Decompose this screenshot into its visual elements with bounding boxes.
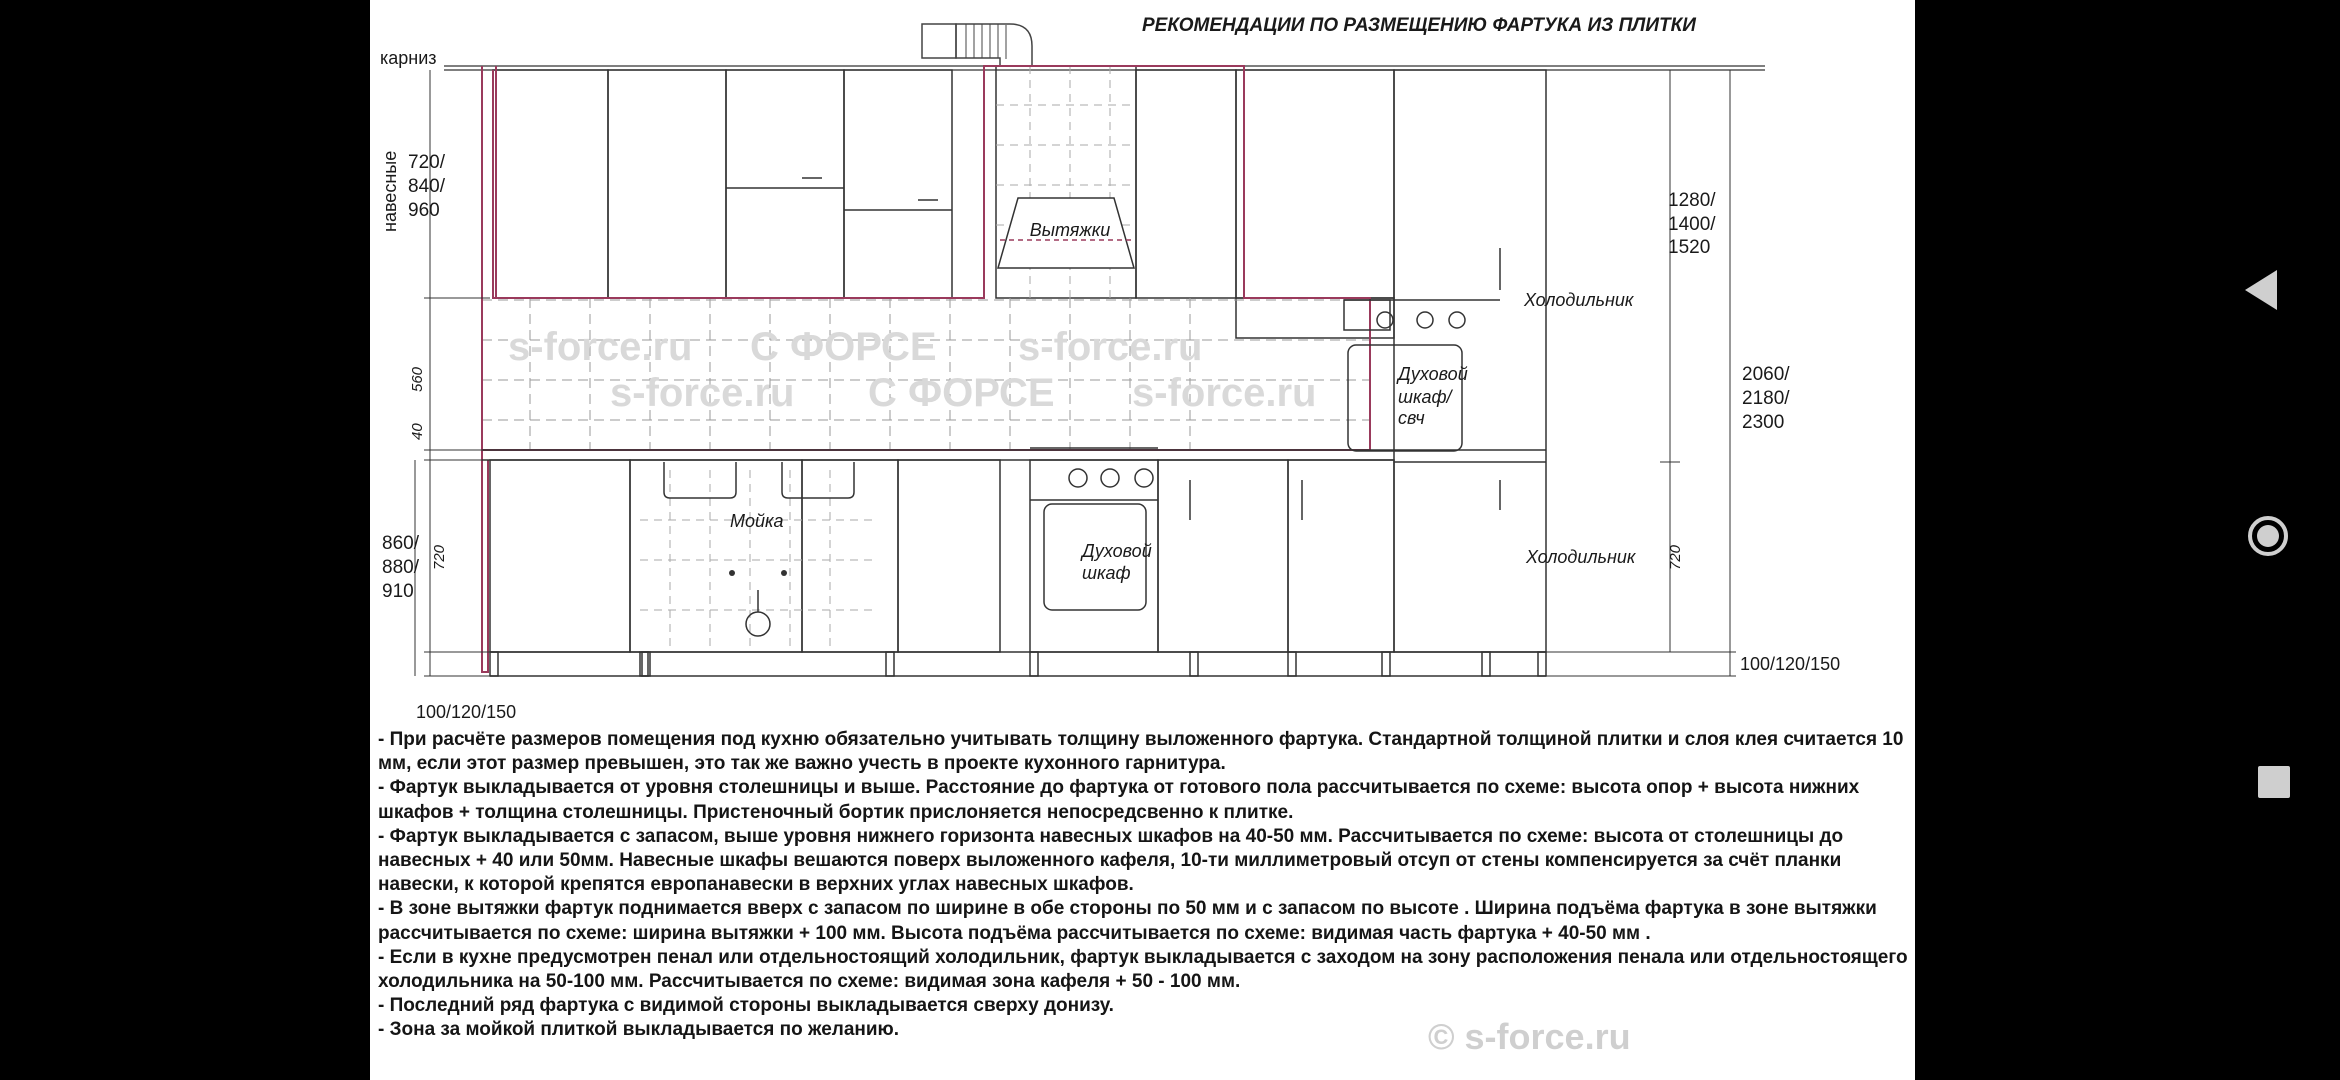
note-item: - Зона за мойкой плиткой выкладывается по желанию. <box>378 1019 900 1041</box>
watermark: s-force.ru <box>508 325 693 369</box>
tall-height-label: 1400/ <box>1668 214 1716 235</box>
full-height-label: 2060/ <box>1742 364 1790 385</box>
sink-zone <box>640 462 876 652</box>
note-item: - Фартук выкладывается с запасом, выше уровня нижнего горизонта навесных шкафов на 40-50 мм. Рассчитывается по схеме: высота от столешницы до навесных + 40 или 50мм. Навесные шкафы вешаются поверх выложенного кафеля, 10-ти миллиметровый отсуп от стены компенсируется за счёт планки навески, к которой крепятся европанавески в верхних углах навесных шкафов. <box>378 825 1844 896</box>
legs-height-label: 100/120/150 <box>1740 654 1841 674</box>
base-cabinets <box>490 460 1546 652</box>
recommendation-notes <box>378 728 1908 1043</box>
upper-oven-label: Духовой <box>1398 364 1468 384</box>
kitchen-elevation-drawing <box>370 0 1915 728</box>
duct-icon <box>922 24 1032 66</box>
full-height-label: 2300 <box>1742 412 1785 433</box>
back-icon[interactable] <box>2245 270 2277 310</box>
upper-height-label: 840/ <box>408 176 445 197</box>
upper-oven-label: шкаф/ <box>1398 387 1452 407</box>
drawing-title: РЕКОМЕНДАЦИИ ПО РАЗМЕЩЕНИЮ ФАРТУКА ИЗ ПЛИТКИ <box>1142 15 1696 36</box>
overlap-label: 40 <box>409 423 426 440</box>
watermark: С ФОРСЕ <box>868 371 1055 415</box>
apron-outline <box>482 66 1370 672</box>
base-height-label: 860/ <box>382 533 419 554</box>
base-cabinet-height-label: 720 <box>431 544 448 570</box>
watermark: С ФОРСЕ <box>750 325 937 369</box>
note-item: - При расчёте размеров помещения под кухню обязательно учитывать толщину выложенного фартука. Стандартной толщиной плитки и слоя клея считается 10 мм, если этот размер превышен, это так же важно учесть в проекте кухонного гарнитура. <box>378 729 1904 775</box>
cornice-label: карниз <box>380 48 437 68</box>
upper-height-label: 960 <box>408 200 440 221</box>
lower-oven-label: шкаф <box>1082 563 1131 583</box>
sink-label: Мойка <box>730 511 784 531</box>
apron-height-label: 560 <box>409 366 426 392</box>
note-item: - В зоне вытяжки фартук поднимается вверх с запасом по ширине в обе стороны по 50 мм и с запасом по высоте . Ширина подъёма фартука в зоне вытяжки рассчитывается по схеме: ширина вытяжки + 100 мм. Высота подъёма рассчитывается по схеме: видимая часть фартука + 40-50 мм . <box>378 898 1877 944</box>
note-item: - Фартук выкладывается от уровня столешницы и выше. Расстояние до фартука от готового пола рассчитывается по схеме: высота опор + высота нижних шкафов + толщина столешницы. Пристеночный бортик прислоняется непосредсвенно к плитке. <box>378 777 1860 823</box>
upper-oven-label: свч <box>1398 408 1425 428</box>
hood-zone <box>996 66 1136 298</box>
tall-height-label: 1280/ <box>1668 190 1716 211</box>
legs <box>490 652 1546 676</box>
watermark: s-force.ru <box>1132 371 1317 415</box>
home-icon[interactable] <box>2248 516 2288 556</box>
lower-oven-label: Духовой <box>1082 541 1152 561</box>
fridge-lower-height-label: 720 <box>1667 544 1684 570</box>
tall-height-label: 1520 <box>1668 237 1711 258</box>
right-dimensions <box>1546 70 1736 676</box>
hood-label: Вытяжки <box>1029 220 1111 240</box>
fridge-label: Холодильник <box>1524 290 1634 310</box>
upper-height-label: 720/ <box>408 152 445 173</box>
fridge-label: Холодильник <box>1526 547 1636 567</box>
copyright-watermark: © s-force.ru <box>1428 1016 1631 1057</box>
countertop <box>482 448 1546 460</box>
base-height-label: 880/ <box>382 557 419 578</box>
watermark: s-force.ru <box>610 371 795 415</box>
recents-icon[interactable] <box>2258 766 2290 798</box>
watermark: s-force.ru <box>1018 325 1203 369</box>
base-height-label: 910 <box>382 581 414 602</box>
legs-height-label: 100/120/150 <box>416 702 517 722</box>
lower-oven <box>1030 469 1158 610</box>
full-height-label: 2180/ <box>1742 388 1790 409</box>
note-item: - Если в кухне предусмотрен пенал или отдельностоящий холодильник, фартук выкладывается с заходом на зону расположения пенала или отдельностоящего холодильника на 50-100 мм. Рассчитывается по схеме: видимая зона кафеля + 50 - 100 мм. <box>378 946 1908 993</box>
note-item: - Последний ряд фартука с видимой стороны выкладывается сверху донизу. <box>378 995 1114 1017</box>
upper-cabinets-label: навесные <box>380 150 400 232</box>
document-page <box>370 0 1915 1080</box>
